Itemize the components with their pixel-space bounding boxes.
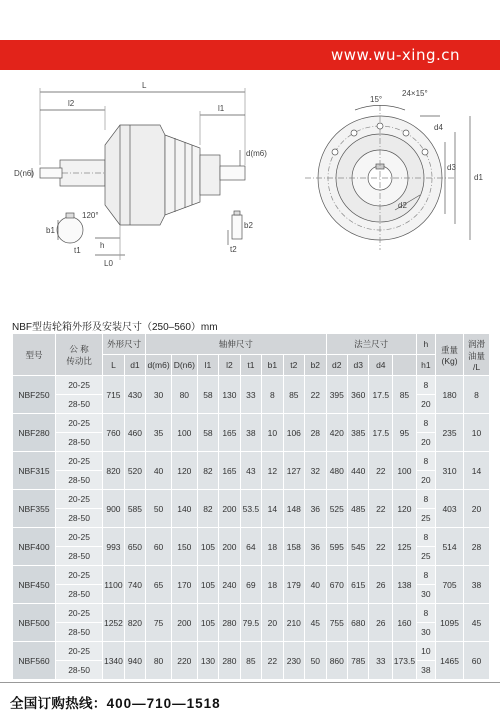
subheader-b2: b2	[305, 355, 327, 376]
cell-h1: 8	[416, 566, 435, 585]
table-row	[13, 604, 490, 623]
cell-ratio: 28-50	[55, 433, 102, 452]
subheader-l2: l2	[219, 355, 240, 376]
dim-label-D: D(n6)	[14, 169, 35, 178]
cell-d4: 26	[369, 604, 393, 642]
cell-t2: 85	[283, 376, 304, 414]
cell-d: 50	[146, 490, 172, 528]
subheader-l1: l1	[197, 355, 218, 376]
cell-h: 120	[393, 490, 417, 528]
cell-ratio: 28-50	[55, 661, 102, 680]
subheader-d4: d4	[369, 355, 393, 376]
subheader-t1: t1	[240, 355, 261, 376]
cell-h1: 20	[416, 433, 435, 452]
cell-b2: 36	[305, 490, 327, 528]
header-shaft: 轴伸尺寸	[146, 334, 326, 355]
cell-l1: 105	[197, 528, 218, 566]
subheader-h	[393, 355, 417, 376]
table-row	[13, 490, 490, 509]
cell-ratio: 28-50	[55, 395, 102, 414]
cell-d4: 33	[369, 642, 393, 680]
subheader-b1: b1	[262, 355, 283, 376]
cell-d3: 385	[348, 414, 369, 452]
cell-h: 138	[393, 566, 417, 604]
cell-h1: 25	[416, 509, 435, 528]
cell-d4: 22	[369, 490, 393, 528]
cell-b2: 28	[305, 414, 327, 452]
cell-l2: 165	[219, 414, 240, 452]
cell-b1: 14	[262, 490, 283, 528]
cell-l1: 105	[197, 566, 218, 604]
gearbox-side-view	[32, 88, 245, 260]
cell-t2: 210	[283, 604, 304, 642]
cell-model: NBF280	[13, 414, 56, 452]
cell-t1: 38	[240, 414, 261, 452]
cell-d: 80	[171, 376, 197, 414]
cell-ratio: 20-25	[55, 414, 102, 433]
cell-l1: 58	[197, 376, 218, 414]
cell-d: 40	[146, 452, 172, 490]
flange-front-view	[305, 105, 470, 250]
table-title: NBF型齿轮箱外形及安装尺寸（250–560）mm	[12, 322, 218, 333]
cell-l2: 200	[219, 490, 240, 528]
cell-h1: 38	[416, 661, 435, 680]
header-h: h	[416, 334, 435, 355]
hotline-label: 全国订购热线：	[10, 696, 107, 711]
dim-label-t2: t2	[230, 245, 237, 254]
cell-d: 140	[171, 490, 197, 528]
footer-divider	[0, 682, 500, 683]
dim-label-l2: l2	[68, 99, 75, 108]
cell-h1: 8	[416, 452, 435, 471]
cell-d: 220	[171, 642, 197, 680]
cell-h: 100	[393, 452, 417, 490]
dim-label-l1: l1	[218, 104, 225, 113]
cell-t2: 148	[283, 490, 304, 528]
cell-model: NBF500	[13, 604, 56, 642]
cell-l2: 130	[219, 376, 240, 414]
cell-l2: 280	[219, 642, 240, 680]
cell-d1: 820	[124, 604, 146, 642]
cell-h: 125	[393, 528, 417, 566]
cell-l2: 240	[219, 566, 240, 604]
cell-d2: 670	[326, 566, 347, 604]
cell-h: 95	[393, 414, 417, 452]
cell-model: NBF400	[13, 528, 56, 566]
cell-d2: 595	[326, 528, 347, 566]
cell-h1: 25	[416, 547, 435, 566]
cell-b2: 50	[305, 642, 327, 680]
cell-t1: 64	[240, 528, 261, 566]
cell-weight: 1095	[436, 604, 464, 642]
cell-model: NBF450	[13, 566, 56, 604]
dim-label-d1: d1	[474, 173, 483, 182]
cell-t1: 33	[240, 376, 261, 414]
cell-d: 30	[146, 376, 172, 414]
table-row	[13, 528, 490, 547]
cell-b2: 36	[305, 528, 327, 566]
cell-ratio: 28-50	[55, 623, 102, 642]
cell-h: 160	[393, 604, 417, 642]
cell-h: 173.5	[393, 642, 417, 680]
cell-model: NBF355	[13, 490, 56, 528]
cell-l: 1100	[103, 566, 124, 604]
cell-t2: 158	[283, 528, 304, 566]
cell-weight: 1465	[436, 642, 464, 680]
cell-h1: 20	[416, 471, 435, 490]
subheader-L: L	[103, 355, 124, 376]
cell-b1: 8	[262, 376, 283, 414]
subheader-h1: h1	[416, 355, 435, 376]
cell-b2: 45	[305, 604, 327, 642]
cell-ratio: 20-25	[55, 376, 102, 395]
cell-h1: 30	[416, 623, 435, 642]
cell-h1: 8	[416, 604, 435, 623]
header-oil: 润滑 油量 /L	[464, 334, 490, 376]
dim-label-t1: t1	[74, 246, 81, 255]
dim-label-15deg: 15°	[370, 95, 383, 104]
cell-l1: 82	[197, 452, 218, 490]
table-row	[13, 566, 490, 585]
cell-b1: 18	[262, 566, 283, 604]
cell-weight: 235	[436, 414, 464, 452]
dim-label-b2: b2	[244, 221, 253, 230]
cell-t2: 106	[283, 414, 304, 452]
cell-h1: 20	[416, 395, 435, 414]
cell-b2: 40	[305, 566, 327, 604]
cell-b2: 22	[305, 376, 327, 414]
cell-d4: 17.5	[369, 414, 393, 452]
cell-b2: 32	[305, 452, 327, 490]
cell-ratio: 28-50	[55, 471, 102, 490]
header-weight: 重量 (Kg)	[436, 334, 464, 376]
cell-d1: 940	[124, 642, 146, 680]
cell-ratio: 20-25	[55, 452, 102, 471]
cell-ratio: 20-25	[55, 566, 102, 585]
dim-label-h: h	[100, 241, 105, 250]
cell-d: 60	[146, 528, 172, 566]
cell-ratio: 28-50	[55, 585, 102, 604]
cell-oil: 20	[464, 490, 490, 528]
cell-weight: 180	[436, 376, 464, 414]
cell-t1: 85	[240, 642, 261, 680]
dim-label-d2: d2	[398, 201, 407, 210]
cell-d3: 680	[348, 604, 369, 642]
cell-l: 760	[103, 414, 124, 452]
cell-d4: 26	[369, 566, 393, 604]
cell-b1: 10	[262, 414, 283, 452]
cell-d: 80	[146, 642, 172, 680]
cell-t2: 127	[283, 452, 304, 490]
dim-label-d3: d3	[447, 163, 456, 172]
cell-t2: 179	[283, 566, 304, 604]
cell-l1: 82	[197, 490, 218, 528]
table-row	[13, 642, 490, 661]
cell-d3: 440	[348, 452, 369, 490]
cell-h1: 8	[416, 414, 435, 433]
header-ratio: 公 称 传动比	[55, 334, 102, 376]
dim-label-angle: 120°	[82, 211, 99, 220]
dim-label-L: L	[142, 81, 147, 90]
cell-d2: 860	[326, 642, 347, 680]
cell-l: 715	[103, 376, 124, 414]
cell-d: 100	[171, 414, 197, 452]
dim-label-b1: b1	[46, 226, 55, 235]
dim-label-d4: d4	[434, 123, 443, 132]
cell-l: 820	[103, 452, 124, 490]
cell-l1: 105	[197, 604, 218, 642]
cell-d4: 17.5	[369, 376, 393, 414]
cell-oil: 14	[464, 452, 490, 490]
cell-h: 85	[393, 376, 417, 414]
cell-d: 200	[171, 604, 197, 642]
cell-d3: 485	[348, 490, 369, 528]
cell-ratio: 20-25	[55, 528, 102, 547]
header-model: 型号	[13, 334, 56, 376]
cell-d2: 755	[326, 604, 347, 642]
cell-ratio: 28-50	[55, 547, 102, 566]
cell-weight: 403	[436, 490, 464, 528]
cell-ratio: 20-25	[55, 490, 102, 509]
subheader-d1: d1	[124, 355, 146, 376]
cell-d: 120	[171, 452, 197, 490]
cell-weight: 705	[436, 566, 464, 604]
cell-oil: 8	[464, 376, 490, 414]
order-hotline	[10, 692, 221, 712]
subheader-d: d(m6)	[146, 355, 172, 376]
cell-d1: 460	[124, 414, 146, 452]
cell-t1: 79.5	[240, 604, 261, 642]
dim-label-24x15: 24×15°	[402, 89, 428, 98]
cell-h1: 30	[416, 585, 435, 604]
technical-drawing	[0, 70, 500, 300]
cell-d2: 395	[326, 376, 347, 414]
cell-h1: 8	[416, 490, 435, 509]
dim-label-L0: L0	[104, 259, 113, 268]
cell-b1: 12	[262, 452, 283, 490]
cell-l1: 58	[197, 414, 218, 452]
cell-l: 993	[103, 528, 124, 566]
cell-l: 900	[103, 490, 124, 528]
header-outline: 外形尺寸	[103, 334, 146, 355]
spec-table	[12, 333, 490, 680]
cell-h1: 8	[416, 528, 435, 547]
cell-model: NBF560	[13, 642, 56, 680]
cell-l2: 165	[219, 452, 240, 490]
cell-h1: 10	[416, 642, 435, 661]
cell-d: 75	[146, 604, 172, 642]
cell-d: 170	[171, 566, 197, 604]
cell-d1: 585	[124, 490, 146, 528]
cell-t1: 69	[240, 566, 261, 604]
cell-b1: 20	[262, 604, 283, 642]
cell-b1: 18	[262, 528, 283, 566]
cell-oil: 45	[464, 604, 490, 642]
subheader-d3: d3	[348, 355, 369, 376]
cell-d2: 420	[326, 414, 347, 452]
cell-d3: 545	[348, 528, 369, 566]
cell-weight: 310	[436, 452, 464, 490]
cell-t2: 230	[283, 642, 304, 680]
cell-d4: 22	[369, 452, 393, 490]
cell-oil: 38	[464, 566, 490, 604]
cell-d1: 740	[124, 566, 146, 604]
cell-d1: 650	[124, 528, 146, 566]
hotline-number[interactable]: 400—710—1518	[106, 696, 221, 711]
cell-t1: 43	[240, 452, 261, 490]
cell-oil: 28	[464, 528, 490, 566]
cell-d3: 785	[348, 642, 369, 680]
cell-ratio: 20-25	[55, 604, 102, 623]
subheader-d2: d2	[326, 355, 347, 376]
subheader-t2: t2	[283, 355, 304, 376]
table-row	[13, 376, 490, 395]
cell-model: NBF250	[13, 376, 56, 414]
cell-d1: 520	[124, 452, 146, 490]
header-banner	[0, 40, 500, 70]
cell-oil: 60	[464, 642, 490, 680]
spec-table-body	[13, 376, 490, 680]
cell-weight: 514	[436, 528, 464, 566]
cell-d2: 525	[326, 490, 347, 528]
cell-d: 35	[146, 414, 172, 452]
cell-l2: 200	[219, 528, 240, 566]
cell-d1: 430	[124, 376, 146, 414]
cell-t1: 53.5	[240, 490, 261, 528]
cell-d: 65	[146, 566, 172, 604]
cell-model: NBF315	[13, 452, 56, 490]
cell-h1: 8	[416, 376, 435, 395]
cell-l: 1340	[103, 642, 124, 680]
dim-label-d: d(m6)	[246, 149, 267, 158]
website-url[interactable]: www.wu-xing.cn	[331, 46, 460, 64]
cell-l1: 130	[197, 642, 218, 680]
cell-d3: 360	[348, 376, 369, 414]
cell-oil: 10	[464, 414, 490, 452]
cell-d2: 480	[326, 452, 347, 490]
header-flange: 法兰尺寸	[326, 334, 416, 355]
cell-l: 1252	[103, 604, 124, 642]
cell-d3: 615	[348, 566, 369, 604]
cell-ratio: 28-50	[55, 509, 102, 528]
cell-l2: 280	[219, 604, 240, 642]
cell-d4: 22	[369, 528, 393, 566]
table-row	[13, 452, 490, 471]
subheader-D: D(n6)	[171, 355, 197, 376]
cell-d: 150	[171, 528, 197, 566]
cell-b1: 22	[262, 642, 283, 680]
cell-ratio: 20-25	[55, 642, 102, 661]
table-row	[13, 414, 490, 433]
